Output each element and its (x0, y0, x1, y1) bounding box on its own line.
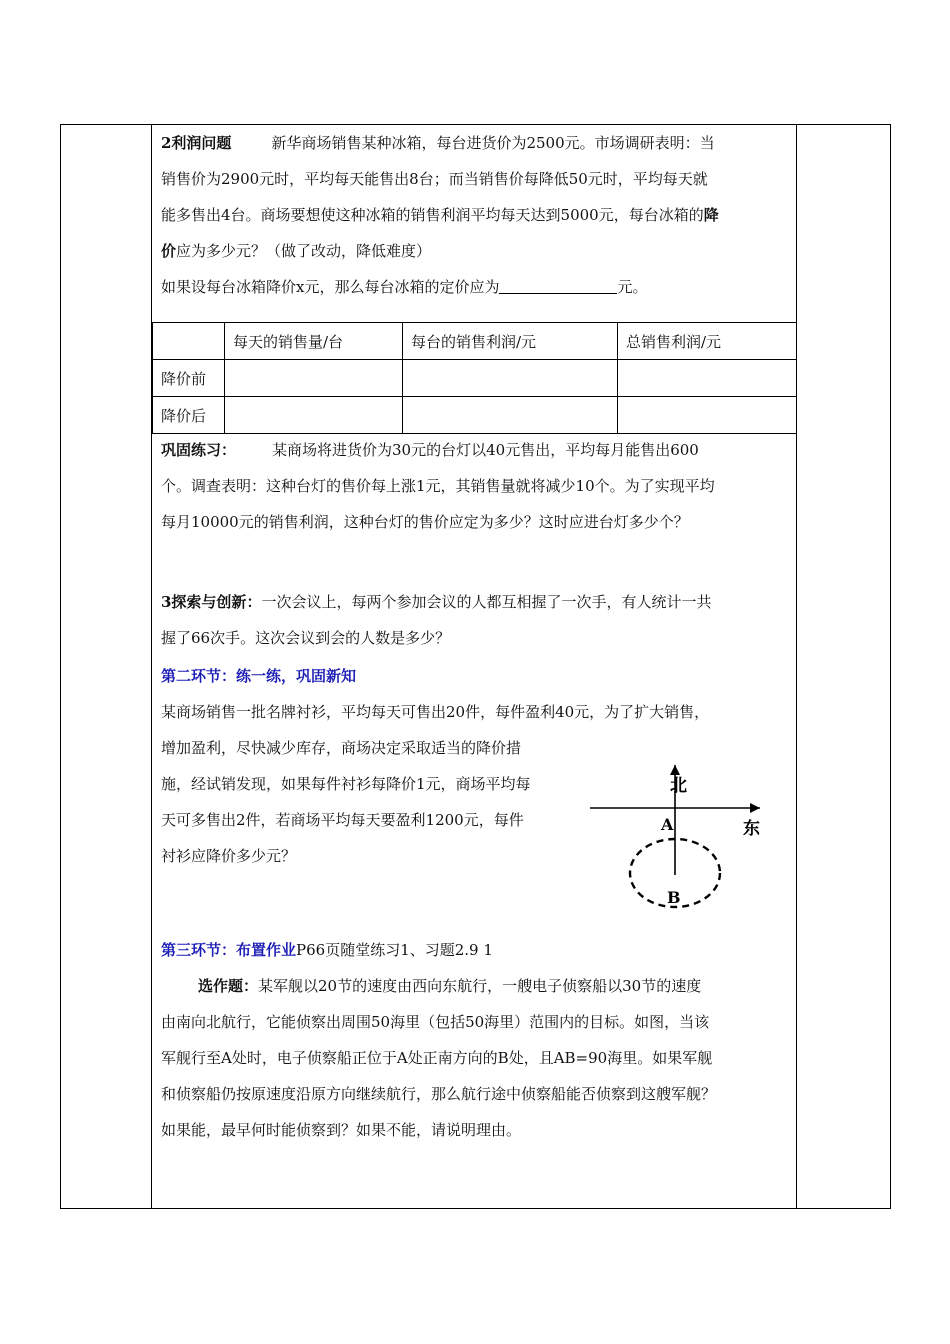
practice-line-3: 每月10000元的销售利润，这种台灯的售价应定为多少？这时应进台灯多少个？ (161, 513, 689, 531)
section-3 (152, 932, 796, 1148)
practice-line-2: 个。调查表明：这种台灯的售价每上涨1元，其销售量就将减少10个。为了实现平均 (161, 477, 715, 495)
section-2-line-2: 增加盈利，尽快减少库存，商场决定采取适当的降价措 (161, 739, 522, 757)
table-header-cell: 每台的销售利润/元 (403, 323, 618, 360)
point-a-label: A (661, 815, 674, 834)
problem-3 (152, 584, 796, 656)
elective-line-1: 某军舰以20节的速度由西向东航行，一艘电子侦察船以30节的速度 (258, 977, 702, 995)
elective-line-5: 如果能，最早何时能侦察到？如果不能，请说明理由。 (161, 1121, 522, 1139)
problem-2-line-2: 销售价为2900元时，平均每天能售出8台；而当销售价每降低50元时，平均每天就 (161, 170, 708, 188)
table-header-row (153, 323, 797, 360)
north-arrowhead (670, 765, 680, 775)
north-label: 北 (670, 776, 687, 796)
bold-word-a: 降 (703, 206, 719, 224)
problem-3-line-1: 一次会议上，每两个参加会议的人都互相握了一次手，有人统计一共 (261, 593, 712, 611)
elective-line-2: 由南向北航行，它能侦察出周围50海里（包括50海里）范围内的目标。如图，当该 (161, 1013, 710, 1031)
section-2-line-5: 衬衫应降价多少元？ (161, 847, 297, 865)
problem-2-heading: 2利润问题 (161, 134, 232, 152)
elective-line-3: 军舰行至A处时，电子侦察船正位于A处正南方向的B处，且AB=90海里。如果军舰 (161, 1049, 713, 1067)
section-2-line-3: 施，经试销发现，如果每件衬衫每降价1元，商场平均每 (161, 775, 531, 793)
table-cell (225, 397, 403, 434)
table-cell: 降价前 (153, 360, 225, 397)
table-header-cell (153, 323, 225, 360)
right-column-divider (796, 125, 797, 1208)
problem-2 (152, 125, 796, 305)
table-cell (618, 397, 797, 434)
problem-2-line-4: 应为多少元？（做了改动，降低难度） (176, 242, 432, 260)
table-row (153, 360, 797, 397)
blank-suffix: 元。 (617, 278, 648, 296)
table-cell (403, 397, 618, 434)
section-3-tail: P66页随堂练习1、习题2.9 1 (296, 941, 493, 959)
table-cell: 降价后 (153, 397, 225, 434)
practice-heading: 巩固练习： (161, 441, 237, 459)
east-arrowhead (750, 803, 760, 813)
section-2-heading: 第二环节：练一练，巩固新知 (161, 667, 357, 685)
section-3-heading: 第三环节：布置作业 (161, 941, 297, 959)
outer-frame (60, 124, 891, 1209)
answer-blank (499, 279, 617, 294)
practice-line-1: 某商场将进货价为30元的台灯以40元售出，平均每月能售出600 (272, 441, 699, 459)
problem-2-line-3: 能多售出4台。商场要想使这种冰箱的销售利润平均每天达到5000元，每台冰箱的 (161, 206, 704, 224)
profit-table (152, 322, 797, 434)
table-header-cell: 总销售利润/元 (618, 323, 797, 360)
problem-2-line-1: 新华商场销售某种冰箱，每台进货价为2500元。市场调研表明：当 (271, 134, 715, 152)
elective-line-4: 和侦察船仍按原速度沿原方向继续航行，那么航行途中侦察船能否侦察到这艘军舰？ (161, 1085, 717, 1103)
problem-3-line-2: 握了66次手。这次会议到会的人数是多少？ (161, 629, 451, 647)
practice-section (152, 432, 796, 540)
table-cell (618, 360, 797, 397)
blank-prefix: 如果设每台冰箱降价x元，那么每台冰箱的定价应为 (161, 278, 500, 296)
east-label: 东 (743, 819, 760, 839)
table-cell (403, 360, 618, 397)
bold-word-b: 价 (161, 242, 177, 260)
section-2-line-4: 天可多售出2件，若商场平均每天要盈利1200元，每件 (161, 811, 524, 829)
table-header-cell: 每天的销售量/台 (225, 323, 403, 360)
section-2-line-1: 某商场销售一批名牌衬衫，平均每天可售出20件，每件盈利40元，为了扩大销售， (161, 703, 710, 721)
point-b-label: B (667, 888, 681, 907)
problem-3-heading: 3探索与创新： (161, 593, 262, 611)
table-row (153, 397, 797, 434)
elective-label: 选作题： (198, 977, 259, 995)
compass-diagram (590, 765, 770, 925)
table-cell (225, 360, 403, 397)
